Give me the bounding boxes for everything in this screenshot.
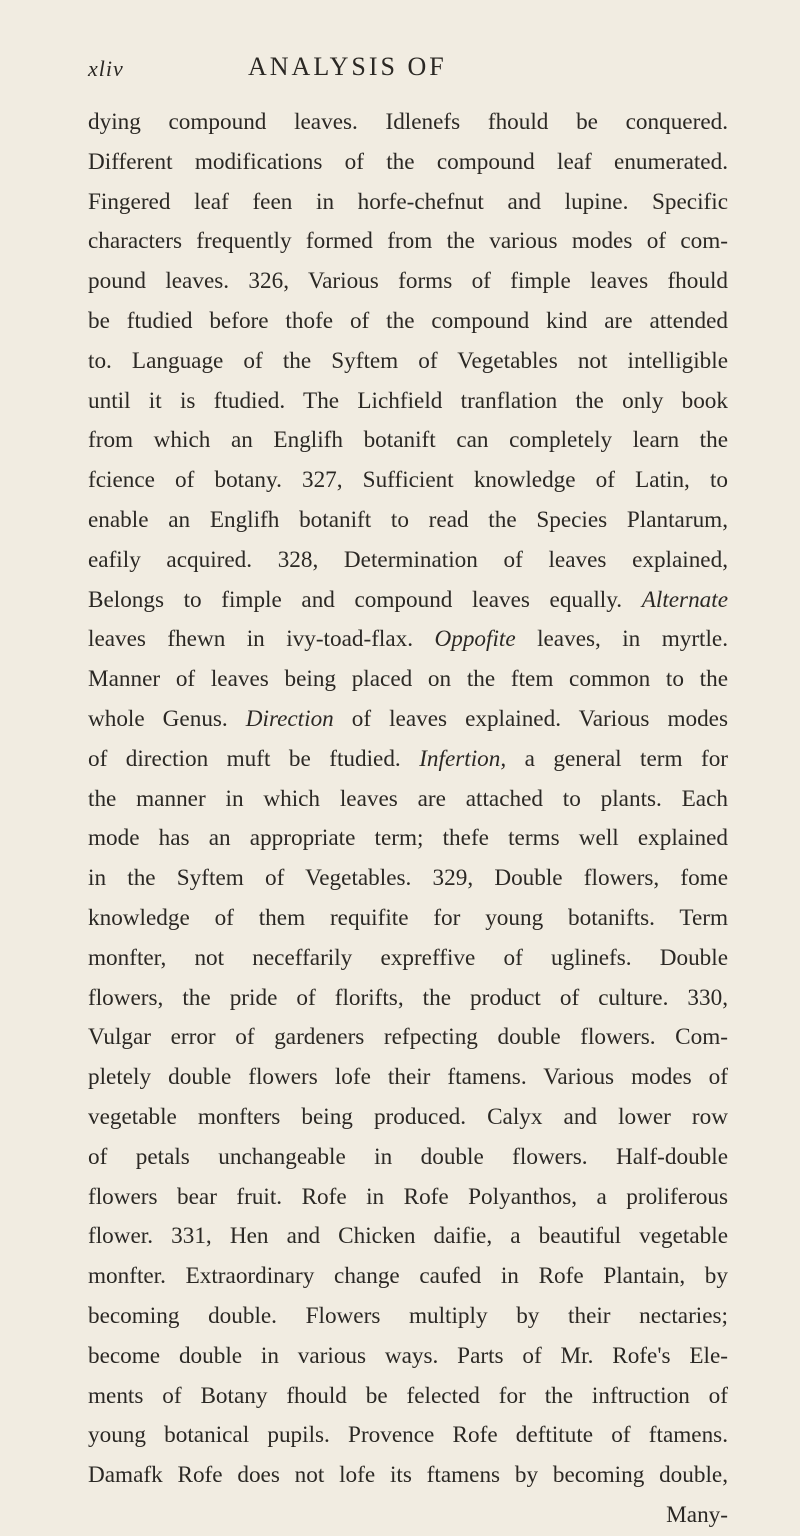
- text-line: Manner of leaves being placed on the ftem common to the: [88, 666, 728, 693]
- text-line: Fingered leaf feen in horfe-chefnut and lupine. Specific: [88, 188, 728, 215]
- text-line: in the Syftem of Vegetables. 329, Double flowers, fome: [88, 865, 728, 892]
- text-line: mode has an appropriate term; thefe terms well explained: [88, 825, 728, 852]
- italic-term: Oppofite: [434, 626, 516, 653]
- text-line: pound leaves. 326, Various forms of fimple leaves fhould: [88, 268, 728, 295]
- text-line: eafily acquired. 328, Determination of leaves explained,: [88, 546, 728, 573]
- text-segment: whole Genus.: [88, 705, 228, 732]
- text-segment: of leaves explained. Various modes: [351, 705, 728, 732]
- text-line: of petals unchangeable in double flowers. Half-double: [88, 1143, 728, 1170]
- text-line: become double in various ways. Parts of Mr. Rofe's Ele-: [88, 1342, 728, 1369]
- text-line: Vulgar error of gardeners refpecting double flowers. Com-: [88, 1024, 728, 1051]
- text-line: pletely double flowers lofe their ftamens. Various modes of: [88, 1064, 728, 1091]
- text-line: dying compound leaves. Idlenefs fhould be conquered.: [88, 109, 728, 135]
- text-line: knowledge of them requifite for young botanifts. Term: [88, 904, 728, 931]
- text-line: until it is ftudied. The Lichfield tranflation the only book: [88, 387, 728, 414]
- text-line: monfter. Extraordinary change caufed in Rofe Plantain, by: [88, 1263, 728, 1290]
- text-line: flower. 331, Hen and Chicken daifie, a beautiful vegetable: [88, 1223, 728, 1250]
- text-segment: a general term for: [524, 745, 729, 772]
- text-line: fcience of botany. 327, Sufficient knowledge of Latin, to: [88, 467, 728, 494]
- text-line: from which an Englifh botanift can completely learn the: [88, 427, 728, 454]
- text-line: the manner in which leaves are attached to plants. Each: [88, 785, 728, 812]
- text-segment: leaves fhewn in ivy-toad-flax.: [88, 626, 414, 653]
- text-line: vegetable monfters being produced. Calyx and lower row: [88, 1103, 728, 1130]
- running-head: ANALYSIS OF: [248, 52, 447, 81]
- page-number: xliv: [88, 56, 124, 81]
- text-line: monfter, not neceffarily expreffive of uglinefs. Double: [88, 944, 728, 971]
- text-line: flowers, the pride of florifts, the product of culture. 330,: [88, 984, 728, 1011]
- text-line: characters frequently formed from the various modes of com-: [88, 228, 728, 255]
- text-line: enable an Englifh botanift to read the Species Plantarum,: [88, 506, 728, 533]
- text-line: Damafk Rofe does not lofe its ftamens by becoming double,: [88, 1462, 728, 1489]
- text-line: flowers bear fruit. Rofe in Rofe Polyanthos, a proliferous: [88, 1183, 728, 1210]
- text-line: young botanical pupils. Provence Rofe deftitute of ftamens.: [88, 1422, 728, 1449]
- text-segment: of direction muft be ftudied.: [88, 745, 401, 772]
- text-line: [88, 620, 728, 660]
- italic-term: Infertion,: [419, 745, 507, 772]
- italic-term: Direction: [245, 705, 334, 732]
- text-line: Different modifications of the compound leaf enumerated.: [88, 148, 728, 175]
- text-line: becoming double. Flowers multiply by their nectaries;: [88, 1302, 728, 1329]
- text-segment: leaves, in myrtle.: [537, 626, 729, 653]
- italic-term: Alternate: [641, 586, 729, 613]
- text-segment: Belongs to fimple and compound leaves equally.: [88, 586, 623, 613]
- text-line: [88, 700, 728, 740]
- text-line: to. Language of the Syftem of Vegetables not intelligible: [88, 347, 728, 374]
- page-header: [88, 52, 728, 86]
- body-text: [88, 103, 728, 1536]
- catchword: Many-: [666, 1501, 728, 1528]
- text-line: be ftudied before thofe of the compound kind are attended: [88, 307, 728, 334]
- text-line: ments of Botany fhould be felected for the inftruction of: [88, 1382, 728, 1409]
- text-line: [88, 740, 728, 780]
- catchword-row: [88, 1496, 728, 1536]
- text-line: [88, 581, 728, 621]
